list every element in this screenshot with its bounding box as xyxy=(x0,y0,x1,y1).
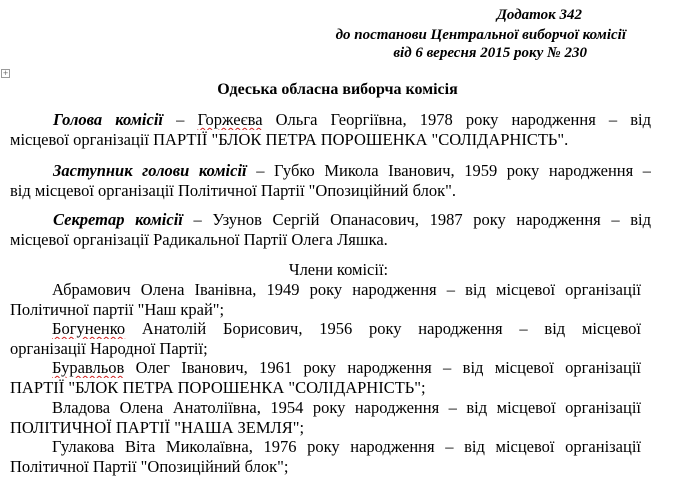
secretary-role: Секретар комісії xyxy=(53,210,183,229)
secretary-surname: Узунов xyxy=(212,210,262,229)
leader-surname: Горжеєва xyxy=(197,110,263,129)
member-affiliation: організації Народної Партії; xyxy=(10,339,208,358)
deputy-affiliation: від місцевої організації Політичної Партії "Опозиційний блок". xyxy=(10,181,456,200)
leader-affiliation: місцевої організації ПАРТІЇ "БЛОК ПЕТРА ПОРОШЕНКА "СОЛІДАРНІСТЬ". xyxy=(10,130,569,149)
deputy-surname: Губко xyxy=(274,161,315,180)
member-surname: Гулакова xyxy=(52,437,115,456)
member-details: Олена Анатоліївна, 1954 року народження – від місцевої організації xyxy=(110,398,641,417)
member-surname: Владова xyxy=(52,398,111,417)
member-item xyxy=(10,437,641,477)
member-item xyxy=(10,280,641,320)
member-affiliation: Політичної Партії "Опозиційний блок"; xyxy=(10,457,289,476)
secretary-paragraph: Секретар комісії – Узунов Сергій Опанасович, 1987 року народження – від місцевої організації Радикальної Партії Олега Ляшка. xyxy=(10,210,651,249)
deputy-details: Микола Іванович, 1959 року народження – xyxy=(314,161,651,180)
member-item xyxy=(10,319,641,359)
member-item xyxy=(10,398,641,438)
leader-paragraph-head: Голова комісії – Горжеєва Ольга Георгіївна, 1978 року народження – від місцевої організації ПАРТІЇ "БЛОК ПЕТРА ПОРОШЕНКА "СОЛІДАРНІСТЬ". xyxy=(10,110,651,149)
member-details: Анатолій Борисович, 1956 року народження – від місцевої xyxy=(125,319,641,338)
appendix-date: від 6 вересня 2015 року № 230 xyxy=(393,45,587,61)
secretary-affiliation: місцевої організації Радикальної Партії Олега Ляшка. xyxy=(10,230,388,249)
leader-role: Голова комісії xyxy=(53,110,164,129)
commission-title: Одеська обласна виборча комісія xyxy=(217,81,458,98)
deputy-paragraph: Заступник голови комісії – Губко Микола Іванович, 1959 року народження – від місцевої організації Політичної Партії "Опозиційний блок". xyxy=(10,161,651,200)
member-affiliation: ПОЛІТИЧНОЇ ПАРТІЇ "НАША ЗЕМЛЯ"; xyxy=(10,418,305,437)
leader-details: Ольга Георгіївна, 1978 року народження – від xyxy=(262,110,651,129)
member-surname: Буравльов xyxy=(52,358,125,377)
appendix-number: Додаток 342 xyxy=(496,7,582,23)
member-surname: Абрамович xyxy=(52,280,131,299)
table-move-handle-icon[interactable]: + xyxy=(2,69,9,77)
member-details: Олег Іванович, 1961 року народження – від місцевої організації xyxy=(124,358,641,377)
member-details: Олена Іванівна, 1949 року народження – від місцевої організації xyxy=(130,280,641,299)
members-heading: Члени комісії: xyxy=(288,260,389,279)
member-details: Віта Миколаївна, 1976 року народження – від місцевої організації xyxy=(114,437,641,456)
member-item xyxy=(10,358,641,398)
member-affiliation: Політичної партії "Наш край"; xyxy=(10,300,225,319)
member-affiliation: ПАРТІЇ "БЛОК ПЕТРА ПОРОШЕНКА "СОЛІДАРНІСТЬ"; xyxy=(10,378,426,397)
member-surname: Богуненко xyxy=(52,319,126,338)
secretary-details: Сергій Опанасович, 1987 року народження – від xyxy=(261,210,651,229)
deputy-role: Заступник голови комісії xyxy=(53,161,247,180)
appendix-resolution: до постанови Центральної виборчої комісії xyxy=(335,27,626,43)
